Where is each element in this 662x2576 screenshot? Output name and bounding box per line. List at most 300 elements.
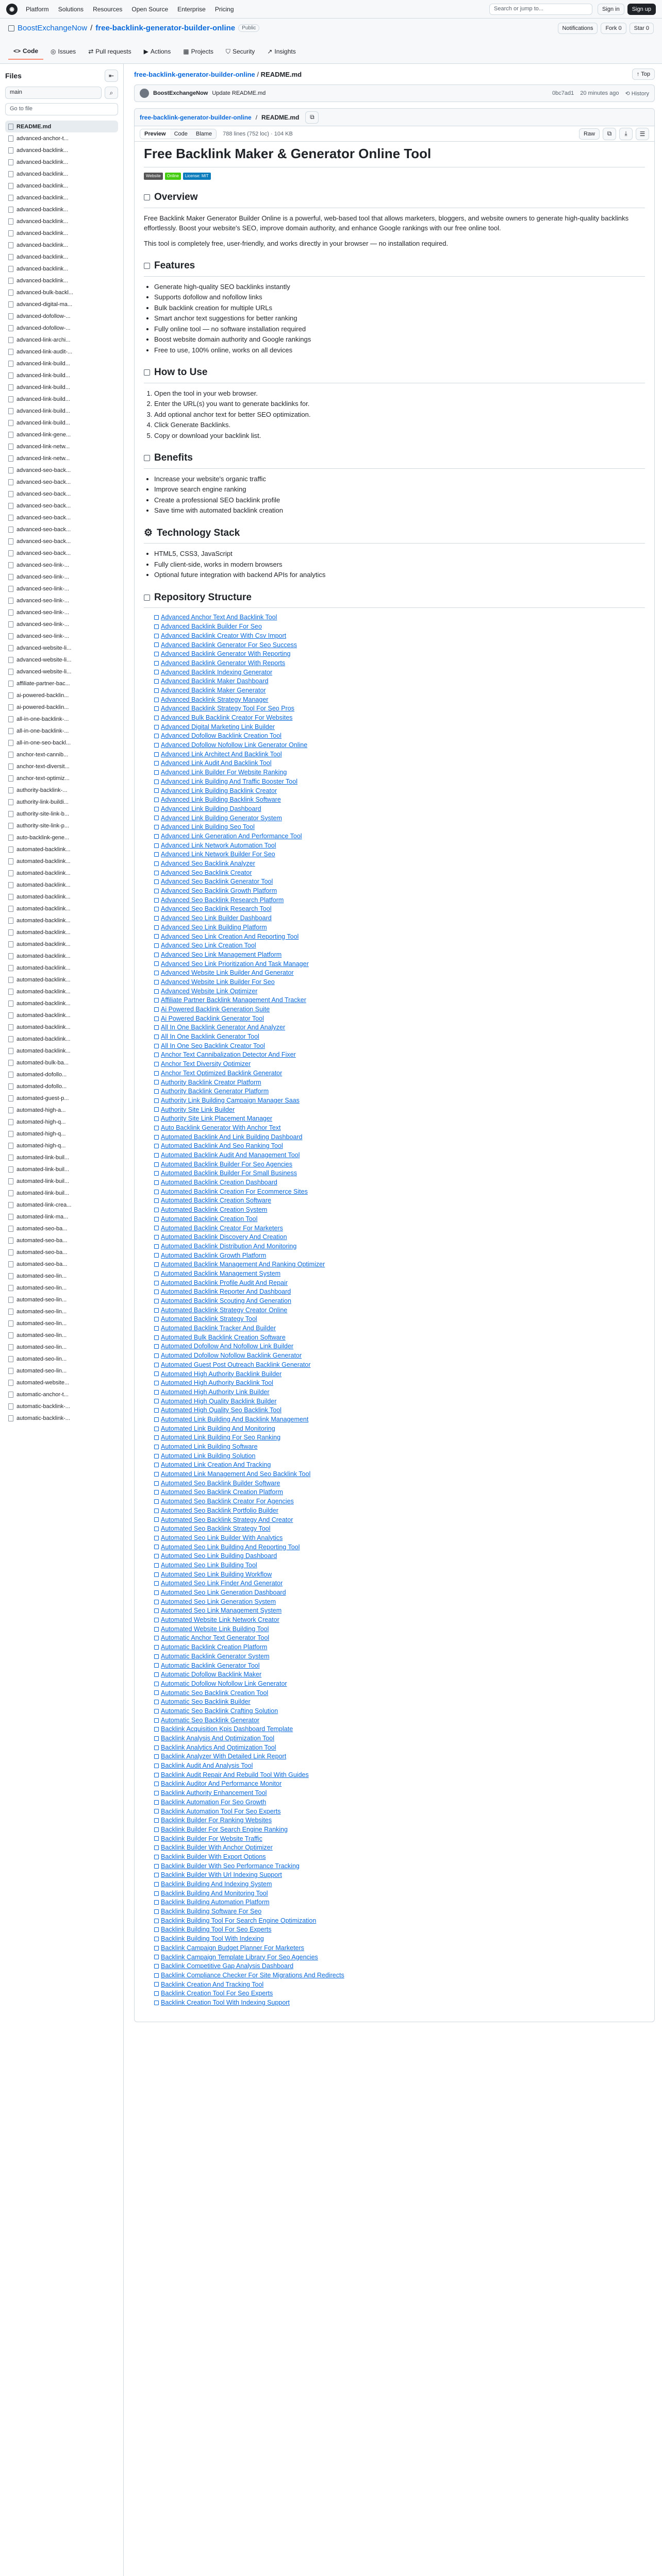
structure-link[interactable]: Automated Link Building And Backlink Management	[161, 1415, 309, 1423]
structure-link[interactable]: Advanced Seo Link Creation Tool	[161, 942, 256, 950]
tree-item[interactable]	[5, 938, 118, 950]
tree-item[interactable]	[5, 1175, 118, 1187]
tab-projects[interactable]: ▦ Projects	[183, 48, 213, 55]
commit-message[interactable]: Update README.md	[212, 90, 266, 96]
structure-link[interactable]: All In One Backlink Generator And Analyzer	[161, 1024, 286, 1031]
tree-item[interactable]	[5, 1033, 118, 1045]
structure-link[interactable]: Automatic Backlink Generator Tool	[161, 1662, 260, 1669]
structure-link[interactable]: Automated Seo Link Building Workflow	[161, 1570, 272, 1578]
tree-item[interactable]	[5, 1270, 118, 1282]
structure-link[interactable]: Automated Backlink Builder For Seo Agencies	[161, 1160, 292, 1168]
structure-link[interactable]: Advanced Link Network Builder For Seo	[161, 851, 275, 858]
structure-link[interactable]: Automated High Authority Link Builder	[161, 1388, 270, 1396]
tree-item[interactable]	[5, 429, 118, 440]
tab-security[interactable]: ⛉ Security	[225, 47, 255, 55]
tree-item[interactable]	[5, 1341, 118, 1353]
tree-item[interactable]	[5, 843, 118, 855]
structure-link[interactable]: Automated Link Creation And Tracking	[161, 1461, 271, 1469]
structure-link[interactable]: Authority Link Building Campaign Manager Saas	[161, 1096, 300, 1104]
tree-item[interactable]	[5, 215, 118, 227]
tree-item[interactable]	[5, 1128, 118, 1140]
structure-link[interactable]: All In One Backlink Generator Tool	[161, 1033, 259, 1041]
branch-selector[interactable]: main	[5, 87, 102, 99]
tree-item[interactable]	[5, 654, 118, 666]
file-path-repo-link[interactable]: free-backlink-generator-builder-online	[140, 113, 252, 121]
tree-item[interactable]	[5, 760, 118, 772]
structure-link[interactable]: Automated Backlink Profile Audit And Repair	[161, 1279, 288, 1286]
top-button[interactable]: ↑ Top	[632, 69, 655, 80]
structure-link[interactable]: Automatic Seo Backlink Crafting Solution	[161, 1707, 278, 1715]
structure-link[interactable]: Ai Powered Backlink Generation Suite	[161, 1006, 270, 1013]
tab-code[interactable]: <> Code	[8, 43, 43, 60]
tree-item[interactable]	[5, 1092, 118, 1104]
structure-link[interactable]: Backlink Building And Monitoring Tool	[161, 1889, 268, 1897]
structure-link[interactable]: Advanced Anchor Text And Backlink Tool	[161, 614, 277, 621]
structure-link[interactable]: Backlink Creation Tool With Indexing Support	[161, 1998, 290, 2006]
tree-item[interactable]	[5, 156, 118, 168]
structure-link[interactable]: Advanced Backlink Creator With Csv Import	[161, 632, 287, 639]
tree-item[interactable]	[5, 1282, 118, 1294]
tree-item[interactable]	[5, 1211, 118, 1223]
tree-item[interactable]	[5, 891, 118, 903]
tree-item-readme[interactable]	[5, 121, 118, 132]
structure-link[interactable]: All In One Seo Backlink Creator Tool	[161, 1042, 265, 1049]
structure-link[interactable]: Advanced Digital Marketing Link Builder	[161, 723, 275, 731]
structure-link[interactable]: Automated Seo Link Building Dashboard	[161, 1552, 277, 1560]
structure-link[interactable]: Advanced Backlink Generator For Seo Success	[161, 641, 297, 649]
tree-item[interactable]	[5, 595, 118, 606]
structure-link[interactable]: Backlink Analysis And Optimization Tool	[161, 1735, 275, 1742]
nav-enterprise[interactable]: Enterprise	[177, 5, 206, 13]
tree-item[interactable]	[5, 464, 118, 476]
tree-item[interactable]	[5, 1009, 118, 1021]
structure-link[interactable]: Advanced Seo Link Management Platform	[161, 951, 282, 958]
structure-link[interactable]: Automatic Seo Backlink Generator	[161, 1716, 260, 1724]
structure-link[interactable]: Advanced Backlink Indexing Generator	[161, 668, 273, 676]
tree-item[interactable]	[5, 914, 118, 926]
structure-link[interactable]: Automated Backlink Reporter And Dashboard	[161, 1288, 291, 1296]
structure-link[interactable]: Automated Seo Backlink Creation Platform	[161, 1488, 283, 1496]
online-badge[interactable]: Online	[165, 173, 181, 180]
tree-item[interactable]	[5, 1069, 118, 1080]
tree-item[interactable]	[5, 500, 118, 512]
tree-item[interactable]	[5, 559, 118, 571]
tab-insights[interactable]: ↗ Insights	[267, 48, 296, 55]
tree-item[interactable]	[5, 1080, 118, 1092]
tab-pull-requests[interactable]: ⇄ Pull requests	[88, 48, 131, 55]
structure-link[interactable]: Backlink Audit And Analysis Tool	[161, 1762, 253, 1770]
tree-item[interactable]	[5, 1400, 118, 1412]
structure-link[interactable]: Automated Backlink Creation System	[161, 1206, 268, 1214]
tree-item[interactable]	[5, 950, 118, 962]
tree-item[interactable]	[5, 749, 118, 760]
download-icon[interactable]: ⤓	[619, 128, 633, 140]
list-icon[interactable]: ☰	[636, 128, 649, 140]
structure-link[interactable]: Automated Backlink Creation For Ecommerce Sites	[161, 1188, 308, 1195]
tree-item[interactable]	[5, 417, 118, 429]
tree-item[interactable]	[5, 855, 118, 867]
tree-item[interactable]	[5, 286, 118, 298]
copy-path-icon[interactable]: ⧉	[305, 111, 319, 124]
structure-link[interactable]: Advanced Link Building Backlink Creator	[161, 787, 277, 794]
structure-link[interactable]: Backlink Building Tool For Search Engine Optimization	[161, 1917, 317, 1924]
tree-item[interactable]	[5, 1163, 118, 1175]
structure-link[interactable]: Anchor Text Optimized Backlink Generator	[161, 1069, 283, 1077]
structure-link[interactable]: Backlink Building Software For Seo	[161, 1908, 262, 1916]
structure-link[interactable]: Backlink Auditor And Performance Monitor	[161, 1780, 282, 1788]
structure-link[interactable]: Automated Backlink Management And Ranking Optimizer	[161, 1261, 325, 1268]
tree-item[interactable]	[5, 180, 118, 192]
structure-link[interactable]: Backlink Competitive Gap Analysis Dashboard	[161, 1962, 294, 1970]
structure-link[interactable]: Advanced Seo Link Creation And Reporting Tool	[161, 933, 299, 940]
nav-platform[interactable]: Platform	[26, 5, 49, 13]
structure-link[interactable]: Backlink Builder With Seo Performance Tracking	[161, 1862, 300, 1870]
preview-tab[interactable]: Preview	[140, 129, 170, 139]
structure-link[interactable]: Advanced Seo Link Building Platform	[161, 923, 267, 931]
structure-link[interactable]: Automated Seo Backlink Builder Software	[161, 1479, 280, 1487]
tree-item[interactable]	[5, 1258, 118, 1270]
tree-item[interactable]	[5, 1306, 118, 1317]
tree-item[interactable]	[5, 630, 118, 642]
tree-item[interactable]	[5, 168, 118, 180]
structure-link[interactable]: Automatic Seo Backlink Creation Tool	[161, 1689, 269, 1697]
tree-item[interactable]	[5, 1199, 118, 1211]
structure-link[interactable]: Automatic Seo Backlink Builder	[161, 1698, 251, 1706]
structure-link[interactable]: Advanced Website Link Optimizer	[161, 987, 258, 995]
search-icon[interactable]: ⌕	[105, 87, 118, 99]
tree-item[interactable]	[5, 820, 118, 832]
structure-link[interactable]: Automated High Quality Seo Backlink Tool	[161, 1406, 282, 1414]
tree-item[interactable]	[5, 962, 118, 974]
structure-link[interactable]: Automated Backlink Creator For Marketers	[161, 1224, 283, 1232]
structure-link[interactable]: Anchor Text Diversity Optimizer	[161, 1060, 251, 1068]
structure-link[interactable]: Automated Link Building For Seo Ranking	[161, 1434, 281, 1442]
structure-link[interactable]: Backlink Compliance Checker For Site Migrations And Redirects	[161, 1971, 344, 1979]
tree-item[interactable]	[5, 1329, 118, 1341]
tree-item[interactable]	[5, 713, 118, 725]
tree-item[interactable]	[5, 1412, 118, 1424]
collapse-sidebar-icon[interactable]: ⇤	[105, 70, 118, 82]
structure-link[interactable]: Backlink Creation Tool For Seo Experts	[161, 1990, 273, 1997]
tree-item[interactable]	[5, 879, 118, 891]
structure-link[interactable]: Automated Website Link Building Tool	[161, 1625, 269, 1633]
tree-item[interactable]	[5, 606, 118, 618]
structure-link[interactable]: Automated Link Building And Monitoring	[161, 1425, 275, 1432]
tree-item[interactable]	[5, 310, 118, 322]
tree-item[interactable]	[5, 334, 118, 346]
structure-link[interactable]: Automated Guest Post Outreach Backlink Generator	[161, 1361, 311, 1368]
tree-item[interactable]	[5, 440, 118, 452]
structure-link[interactable]: Advanced Seo Backlink Research Platform	[161, 896, 284, 904]
tree-item[interactable]	[5, 547, 118, 559]
structure-link[interactable]: Backlink Builder For Search Engine Ranking	[161, 1825, 288, 1833]
breadcrumb-repo-link[interactable]: free-backlink-generator-builder-online	[134, 70, 255, 78]
structure-link[interactable]: Automated Backlink Discovery And Creation	[161, 1233, 287, 1241]
tree-item[interactable]	[5, 1317, 118, 1329]
structure-link[interactable]: Backlink Analytics And Optimization Tool	[161, 1743, 276, 1751]
tree-item[interactable]	[5, 867, 118, 879]
structure-link[interactable]: Advanced Link Network Automation Tool	[161, 841, 276, 849]
structure-link[interactable]: Backlink Acquisition Kpis Dashboard Template	[161, 1725, 293, 1733]
structure-link[interactable]: Advanced Link Building Dashboard	[161, 805, 261, 812]
repo-name-link[interactable]: free-backlink-generator-builder-online	[95, 24, 236, 32]
tree-item[interactable]	[5, 832, 118, 843]
structure-link[interactable]: Automated Backlink Strategy Tool	[161, 1315, 257, 1323]
tree-item[interactable]	[5, 322, 118, 334]
structure-link[interactable]: Backlink Builder With Export Options	[161, 1853, 266, 1860]
structure-link[interactable]: Advanced Seo Backlink Creator	[161, 869, 252, 876]
tree-item[interactable]	[5, 1234, 118, 1246]
structure-link[interactable]: Automated Bulk Backlink Creation Software	[161, 1333, 286, 1341]
website-badge[interactable]: Website	[144, 173, 163, 180]
structure-link[interactable]: Automated Backlink Growth Platform	[161, 1251, 267, 1259]
structure-link[interactable]: Advanced Website Link Builder And Generator	[161, 969, 294, 977]
structure-link[interactable]: Automated Link Management And Seo Backlink Tool	[161, 1470, 311, 1478]
tree-item[interactable]	[5, 405, 118, 417]
tree-item[interactable]	[5, 239, 118, 251]
star-button[interactable]: Star 0	[630, 23, 654, 34]
tree-item[interactable]	[5, 926, 118, 938]
structure-link[interactable]: Backlink Analyzer With Detailed Link Report	[161, 1753, 287, 1760]
structure-link[interactable]: Advanced Seo Backlink Analyzer	[161, 860, 255, 868]
tree-item[interactable]	[5, 452, 118, 464]
tree-item[interactable]	[5, 1151, 118, 1163]
tree-item[interactable]	[5, 275, 118, 286]
structure-link[interactable]: Advanced Backlink Strategy Manager	[161, 696, 269, 703]
tree-item[interactable]	[5, 523, 118, 535]
global-search-input[interactable]: Search or jump to...	[489, 4, 592, 15]
structure-link[interactable]: Automated Seo Link Generation Dashboard	[161, 1589, 286, 1597]
structure-link[interactable]: Automated Link Building Solution	[161, 1452, 256, 1460]
structure-link[interactable]: Advanced Link Generation And Performance Tool	[161, 832, 302, 840]
tree-item[interactable]	[5, 192, 118, 204]
tree-item[interactable]	[5, 204, 118, 215]
repo-owner-link[interactable]: BoostExchangeNow	[18, 24, 88, 32]
structure-link[interactable]: Advanced Backlink Generator With Reporting	[161, 650, 291, 658]
structure-link[interactable]: Advanced Dofollow Backlink Creation Tool	[161, 732, 282, 740]
tree-item[interactable]	[5, 1246, 118, 1258]
tree-item[interactable]	[5, 1057, 118, 1069]
tree-item[interactable]	[5, 476, 118, 488]
tree-item[interactable]	[5, 808, 118, 820]
structure-link[interactable]: Automated Backlink Creation Dashboard	[161, 1179, 277, 1187]
structure-link[interactable]: Advanced Bulk Backlink Creator For Websites	[161, 714, 293, 722]
structure-link[interactable]: Automated High Authority Backlink Tool	[161, 1379, 273, 1387]
structure-link[interactable]: Advanced Link Audit And Backlink Tool	[161, 759, 272, 767]
structure-link[interactable]: Automated Backlink Tracker And Builder	[161, 1325, 276, 1332]
tree-item[interactable]	[5, 571, 118, 583]
tree-item[interactable]	[5, 1223, 118, 1234]
tree-item[interactable]	[5, 1377, 118, 1388]
tree-item[interactable]	[5, 986, 118, 997]
go-to-file-input[interactable]: Go to file	[5, 103, 118, 115]
structure-link[interactable]: Automatic Backlink Creation Platform	[161, 1643, 268, 1651]
structure-link[interactable]: Automated Seo Link Finder And Generator	[161, 1580, 283, 1587]
structure-link[interactable]: Advanced Backlink Maker Generator	[161, 686, 266, 694]
structure-link[interactable]: Backlink Building Tool With Indexing	[161, 1935, 264, 1943]
structure-link[interactable]: Backlink Building Tool For Seo Experts	[161, 1926, 272, 1934]
structure-link[interactable]: Automated High Authority Backlink Builder	[161, 1370, 282, 1378]
copy-icon[interactable]: ⧉	[603, 128, 616, 140]
tree-item[interactable]	[5, 701, 118, 713]
tree-item[interactable]	[5, 583, 118, 595]
tree-item[interactable]	[5, 393, 118, 405]
tree-item[interactable]	[5, 263, 118, 275]
history-button[interactable]: ⟲ History	[625, 90, 649, 97]
structure-link[interactable]: Automated Seo Link Building Tool	[161, 1561, 257, 1569]
notifications-button[interactable]: Notifications	[558, 23, 598, 34]
structure-link[interactable]: Automated Seo Backlink Strategy And Creator	[161, 1516, 293, 1523]
github-logo-icon[interactable]: ◉	[6, 4, 18, 15]
structure-link[interactable]: Auto Backlink Generator With Anchor Text	[161, 1124, 281, 1131]
tree-item[interactable]	[5, 974, 118, 986]
tree-item[interactable]	[5, 298, 118, 310]
tree-item[interactable]	[5, 666, 118, 677]
tree-item[interactable]	[5, 725, 118, 737]
structure-link[interactable]: Advanced Link Architect And Backlink Tool	[161, 750, 282, 758]
blame-tab[interactable]: Blame	[192, 129, 216, 139]
structure-link[interactable]: Advanced Backlink Strategy Tool For Seo Pros	[161, 705, 294, 713]
tree-item[interactable]	[5, 1140, 118, 1151]
tree-item[interactable]	[5, 227, 118, 239]
tree-item[interactable]	[5, 1116, 118, 1128]
structure-link[interactable]: Backlink Campaign Template Library For Seo Agencies	[161, 1953, 318, 1961]
structure-link[interactable]: Automated Seo Backlink Creator For Agencies	[161, 1498, 294, 1505]
structure-link[interactable]: Authority Backlink Generator Platform	[161, 1088, 269, 1095]
tree-item[interactable]	[5, 642, 118, 654]
structure-link[interactable]: Automated Backlink Creation Software	[161, 1197, 271, 1205]
structure-link[interactable]: Backlink Building And Indexing System	[161, 1880, 272, 1888]
tree-item[interactable]	[5, 512, 118, 523]
structure-link[interactable]: Authority Site Link Placement Manager	[161, 1115, 273, 1123]
tree-item[interactable]	[5, 1187, 118, 1199]
tree-item[interactable]	[5, 358, 118, 369]
structure-link[interactable]: Affiliate Partner Backlink Management And Tracker	[161, 996, 306, 1004]
structure-link[interactable]: Advanced Backlink Builder For Seo	[161, 623, 262, 631]
structure-link[interactable]: Backlink Builder With Anchor Optimizer	[161, 1844, 273, 1852]
nav-solutions[interactable]: Solutions	[58, 5, 84, 13]
tree-item[interactable]	[5, 369, 118, 381]
structure-link[interactable]: Advanced Backlink Generator With Reports	[161, 659, 286, 667]
tab-issues[interactable]: ◎ Issues	[51, 48, 76, 55]
commit-hash[interactable]: 0bc7ad1	[552, 90, 574, 96]
structure-link[interactable]: Advanced Link Building Seo Tool	[161, 823, 255, 831]
structure-link[interactable]: Automated Dofollow And Nofollow Link Builder	[161, 1343, 294, 1350]
structure-link[interactable]: Advanced Link Building Generator System	[161, 814, 282, 822]
structure-link[interactable]: Backlink Audit Repair And Rebuild Tool With Guides	[161, 1771, 309, 1778]
tree-item[interactable]	[5, 737, 118, 749]
nav-pricing[interactable]: Pricing	[214, 5, 234, 13]
tab-actions[interactable]: ▶ Actions	[143, 48, 171, 55]
structure-link[interactable]: Authority Site Link Builder	[161, 1106, 235, 1113]
sign-up-button[interactable]: Sign up	[627, 4, 656, 15]
structure-link[interactable]: Automated Website Link Network Creator	[161, 1616, 279, 1624]
structure-link[interactable]: Automated Backlink Creation Tool	[161, 1215, 258, 1223]
structure-link[interactable]: Automated Backlink Builder For Small Business	[161, 1170, 297, 1177]
structure-link[interactable]: Advanced Seo Link Builder Dashboard	[161, 914, 272, 922]
tree-item[interactable]	[5, 381, 118, 393]
tree-item[interactable]	[5, 346, 118, 358]
structure-link[interactable]: Backlink Builder For Ranking Websites	[161, 1817, 272, 1824]
structure-link[interactable]: Automated Seo Backlink Portfolio Builder	[161, 1506, 278, 1514]
structure-link[interactable]: Advanced Seo Link Prioritization And Task Manager	[161, 960, 309, 968]
structure-link[interactable]: Automated Backlink Management System	[161, 1269, 281, 1277]
tree-item[interactable]	[5, 1045, 118, 1057]
structure-link[interactable]: Advanced Dofollow Nofollow Link Generator Online	[161, 741, 308, 749]
nav-resources[interactable]: Resources	[93, 5, 123, 13]
structure-link[interactable]: Advanced Link Building And Traffic Booster Tool	[161, 777, 297, 785]
structure-link[interactable]: Backlink Creation And Tracking Tool	[161, 1980, 264, 1988]
tree-item[interactable]	[5, 796, 118, 808]
structure-link[interactable]: Advanced Website Link Builder For Seo	[161, 978, 275, 986]
structure-link[interactable]: Automatic Dofollow Backlink Maker	[161, 1671, 262, 1679]
tree-item[interactable]	[5, 1021, 118, 1033]
structure-link[interactable]: Advanced Link Builder For Website Ranking	[161, 769, 287, 776]
structure-link[interactable]: Automated Seo Backlink Strategy Tool	[161, 1525, 271, 1533]
tree-item[interactable]	[5, 1353, 118, 1365]
structure-link[interactable]: Advanced Link Building Backlink Software	[161, 796, 281, 804]
structure-link[interactable]: Automated Backlink Audit And Management Tool	[161, 1151, 300, 1159]
tree-item[interactable]	[5, 997, 118, 1009]
structure-link[interactable]: Automatic Dofollow Nofollow Link Generator	[161, 1680, 287, 1687]
structure-link[interactable]: Backlink Automation Tool For Seo Experts	[161, 1807, 281, 1815]
raw-button[interactable]: Raw	[579, 128, 600, 140]
tree-item[interactable]	[5, 144, 118, 156]
tree-item[interactable]	[5, 1294, 118, 1306]
tree-item[interactable]	[5, 772, 118, 784]
structure-link[interactable]: Automated High Quality Backlink Builder	[161, 1397, 277, 1405]
nav-open-source[interactable]: Open Source	[131, 5, 169, 13]
tree-item[interactable]	[5, 488, 118, 500]
structure-link[interactable]: Automated Backlink And Link Building Dashboard	[161, 1133, 303, 1141]
structure-link[interactable]: Automated Backlink Scouting And Generation	[161, 1297, 291, 1305]
structure-link[interactable]: Backlink Authority Enhancement Tool	[161, 1789, 267, 1797]
license-badge[interactable]: License: MIT	[183, 173, 211, 180]
tree-item[interactable]	[5, 1388, 118, 1400]
structure-link[interactable]: Backlink Builder With Url Indexing Support	[161, 1871, 282, 1879]
structure-link[interactable]: Automated Dofollow Nofollow Backlink Generator	[161, 1352, 302, 1360]
structure-link[interactable]: Automated Backlink Distribution And Monitoring	[161, 1242, 297, 1250]
structure-link[interactable]: Backlink Builder For Website Traffic	[161, 1835, 262, 1842]
tree-item[interactable]	[5, 903, 118, 914]
structure-link[interactable]: Advanced Seo Backlink Research Tool	[161, 905, 272, 913]
tree-item[interactable]	[5, 784, 118, 796]
structure-link[interactable]: Anchor Text Cannibalization Detector And Fixer	[161, 1051, 296, 1059]
structure-link[interactable]: Automatic Backlink Generator System	[161, 1652, 270, 1660]
commit-author[interactable]: BoostExchangeNow	[153, 90, 208, 96]
structure-link[interactable]: Advanced Seo Backlink Generator Tool	[161, 878, 273, 886]
tree-item[interactable]	[5, 535, 118, 547]
structure-link[interactable]: Backlink Building Automation Platform	[161, 1899, 270, 1906]
structure-link[interactable]: Ai Powered Backlink Generator Tool	[161, 1014, 264, 1022]
sign-in-button[interactable]: Sign in	[598, 4, 624, 15]
structure-link[interactable]: Automated Seo Link Management System	[161, 1607, 282, 1615]
fork-button[interactable]: Fork 0	[601, 23, 626, 34]
tree-item[interactable]	[5, 1104, 118, 1116]
structure-link[interactable]: Automatic Anchor Text Generator Tool	[161, 1634, 270, 1642]
tree-item[interactable]	[5, 677, 118, 689]
tree-item[interactable]	[5, 251, 118, 263]
tree-item[interactable]	[5, 618, 118, 630]
structure-link[interactable]: Authority Backlink Creator Platform	[161, 1078, 261, 1086]
tree-item[interactable]	[5, 689, 118, 701]
tree-item[interactable]	[5, 1365, 118, 1377]
structure-link[interactable]: Automated Backlink Strategy Creator Online	[161, 1306, 288, 1314]
structure-link[interactable]: Automated Seo Link Generation System	[161, 1598, 276, 1605]
structure-link[interactable]: Advanced Seo Backlink Growth Platform	[161, 887, 277, 895]
structure-link[interactable]: Backlink Campaign Budget Planner For Marketers	[161, 1944, 304, 1952]
structure-link[interactable]: Backlink Automation For Seo Growth	[161, 1798, 267, 1806]
